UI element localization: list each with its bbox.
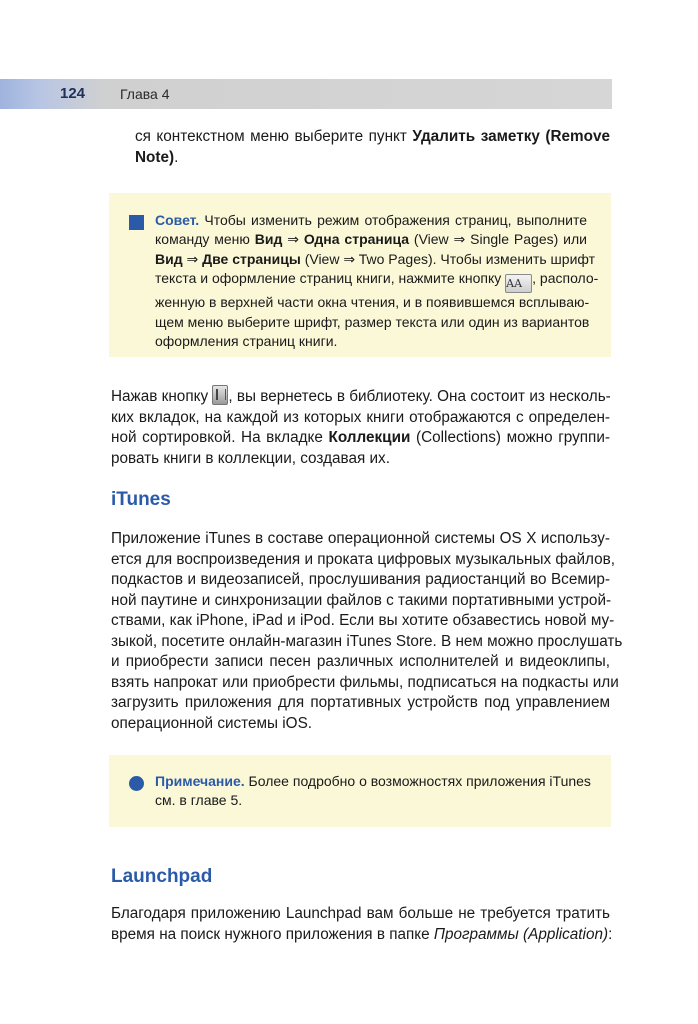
page-number: 124	[60, 85, 86, 102]
note-text: Примечание. Более подробно о возможностях приложения iTunes см. в главе 5.	[155, 773, 591, 809]
page-header	[0, 79, 612, 109]
note-circle-icon	[129, 776, 144, 791]
itunes-paragraph	[111, 529, 623, 734]
paragraph-line: ствами, как iPhone, iPad и iPod. Если вы хотите обзавестись новой му-	[111, 612, 615, 629]
font-settings-icon: AA	[505, 274, 532, 293]
tip-box	[109, 193, 611, 357]
paragraph-line: загрузить приложения для портативных устройств под управлением	[111, 694, 610, 711]
itunes-heading: iTunes	[111, 489, 171, 510]
paragraph-line: ется для воспроизведения и проката цифровых музыкальных файлов,	[111, 550, 615, 568]
paragraph-line: операционной системы iOS.	[111, 714, 313, 732]
note-box	[109, 755, 611, 827]
tip-square-icon	[129, 215, 144, 230]
paragraph-line: Приложение iTunes в составе операционной системы OS X использу-	[111, 530, 610, 547]
paragraph-line: подкастов и видеозаписей, прослушивания радиостанций во Всемир-	[111, 571, 610, 588]
paragraph-line: зыкой, посетите онлайн-магазин iTunes Store. В нем можно прослушать	[111, 632, 623, 650]
library-paragraph: Нажав кнопку , вы вернетесь в библиотеку. Она состоит из несколь- ких вкладок, на каждой из которых книги отображаются с определен- ной сортировкой. На вкладке Коллекции (Collections) можно группи- ровать книги в коллекции, создавая их.	[111, 385, 610, 469]
paragraph-line: взять напрокат или приобрести фильмы, подписаться на подкасты или	[111, 673, 619, 691]
paragraph-line: ной паутине и синхронизации файлов с такими портативными устрой-	[111, 591, 612, 609]
paragraph-line: и приобрести записи песен различных исполнителей и видеоклипы,	[111, 653, 610, 670]
chapter-title: Глава 4	[120, 86, 170, 102]
intro-paragraph: ся контекстном меню выберите пункт Удалить заметку (Remove Note).	[135, 128, 610, 166]
library-icon	[212, 385, 228, 405]
tip-text: Совет. Чтобы изменить режим отображения страниц, выполните команду меню Вид ⇒ Одна страница (View ⇒ Single Pages) или Вид ⇒ Две страницы (View ⇒ Two Pages). Чтобы изменить шрифт текста и оформление страниц книги, нажмите кнопку AA , располо- женную в верхней части окна чтения, и в появившемся всплываю- щем меню выберите шрифт, размер текста или один из вариантов оформления страниц книги.	[155, 212, 599, 350]
launchpad-heading: Launchpad	[111, 866, 213, 887]
launchpad-paragraph: Благодаря приложению Launchpad вам больше не требуется тратить время на поиск нужного приложения в папке Программы (Application):	[111, 905, 613, 943]
